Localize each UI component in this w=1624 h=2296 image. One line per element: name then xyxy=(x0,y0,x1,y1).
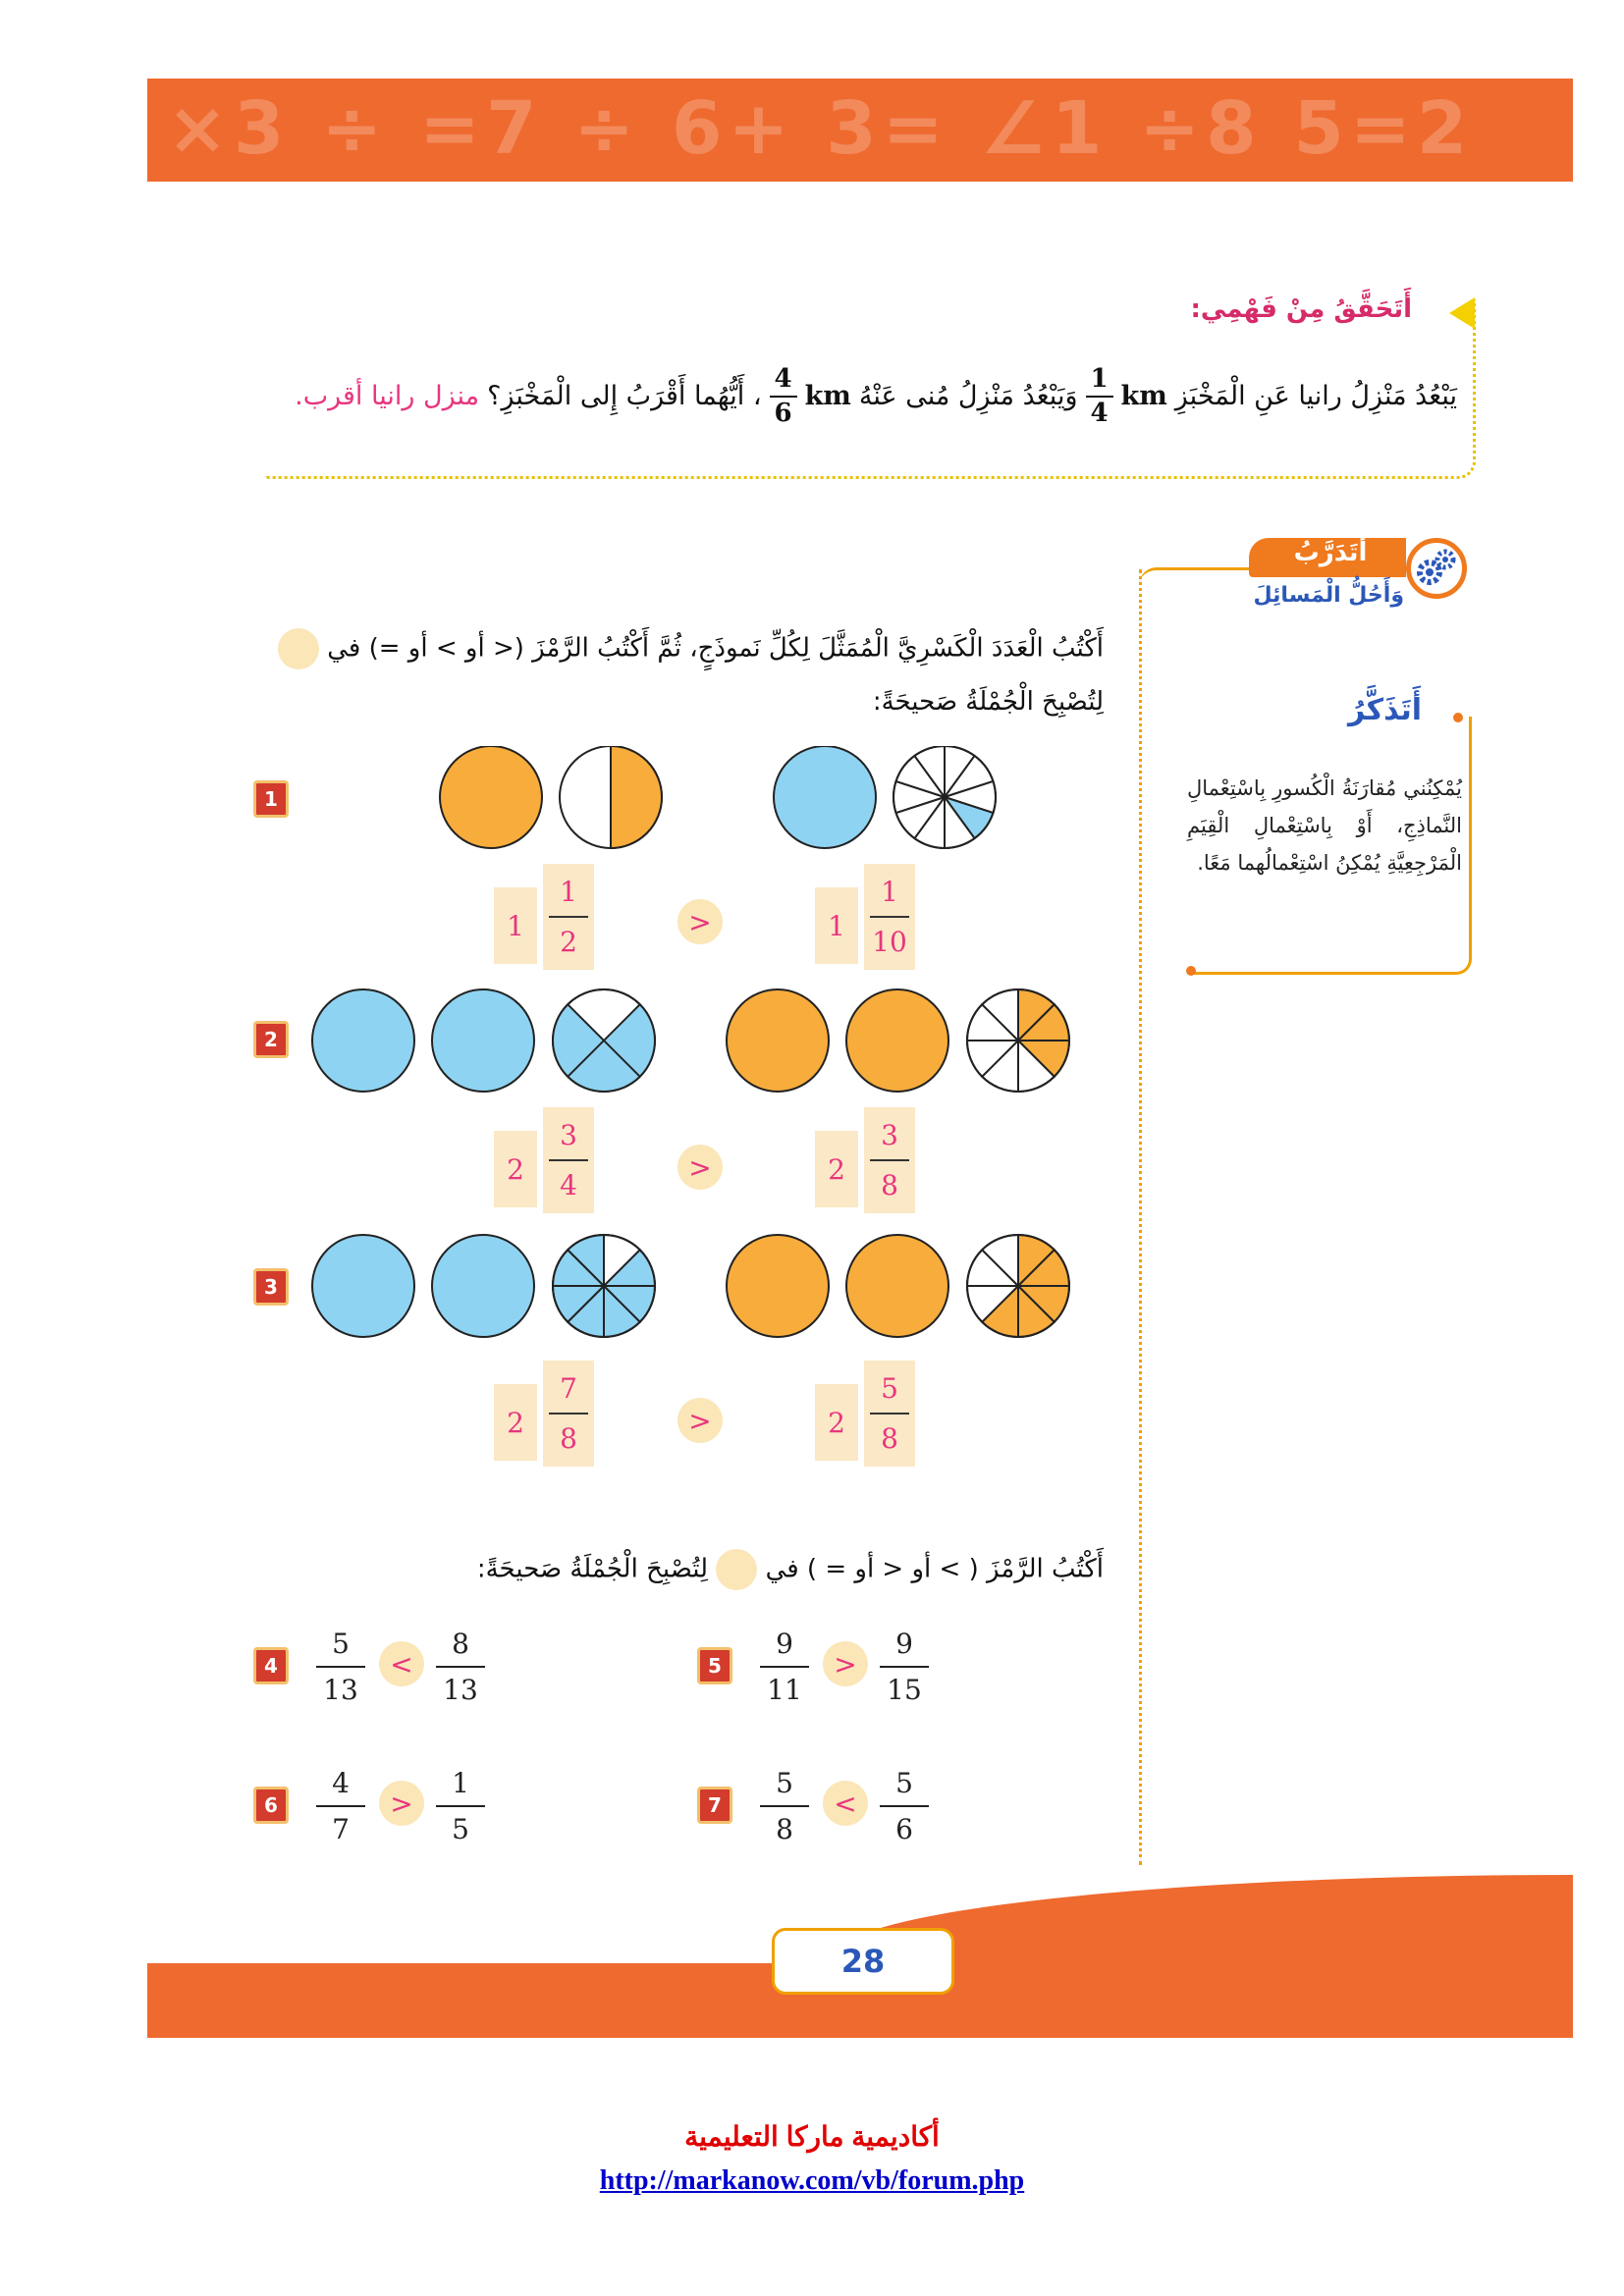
item1-models xyxy=(432,746,1001,864)
arrow-icon xyxy=(1449,297,1475,329)
gears-icon xyxy=(1406,538,1467,599)
academy-link[interactable]: http://markanow.com/vb/forum.php xyxy=(599,2165,1025,2196)
fraction-right xyxy=(436,1767,485,1845)
question-fraction-2 xyxy=(770,365,797,427)
remember-title: أَتَذَكَّرُ xyxy=(1348,693,1422,727)
fraction-left xyxy=(760,1767,809,1845)
fraction-denominator: 13 xyxy=(443,1674,478,1706)
fraction-numerator: 5 xyxy=(776,1767,793,1799)
practice-title: أَتَدَرَّبُ xyxy=(1293,538,1368,567)
question-fraction-1 xyxy=(1086,365,1113,427)
fraction-box[interactable] xyxy=(864,1107,915,1213)
fraction-box[interactable] xyxy=(864,864,915,970)
fraction-denominator: 11 xyxy=(767,1674,802,1706)
remember-text: يُمْكِنُني مُقارَنَةُ الْكُسورِ بِاسْتِعْمالِ النَّماذِجِ، أَوْ بِاسْتِعْمالِ الْقِيَمِ الْمَرْجِعِيَّةِ يُمْكِنُ اسْتِعْمالُهما مَعًا. xyxy=(1187,776,1462,875)
item-number-badge: 3 xyxy=(253,1268,289,1306)
fraction-denominator: 4 xyxy=(560,1169,577,1201)
comparison-circle[interactable]: > xyxy=(677,899,723,944)
check-question xyxy=(295,365,1457,427)
fraction-right xyxy=(436,1628,485,1706)
fraction-denominator: 8 xyxy=(776,1813,793,1845)
fraction-denominator: 13 xyxy=(323,1674,358,1706)
fraction-numerator: 3 xyxy=(881,1119,898,1151)
question-text-b: وَيَبْعُدُ مَنْزِلُ مُنى عَنْهُ xyxy=(858,381,1078,412)
comparison-circle[interactable]: > xyxy=(823,1641,868,1686)
fraction-numerator: 5 xyxy=(332,1628,350,1660)
practice-divider xyxy=(1139,569,1144,1865)
fraction-box[interactable] xyxy=(543,1107,594,1213)
item3-models xyxy=(304,1232,1090,1350)
instruction-text: أَكْتُبُ الرَّمْزَ ( > أو < أو = ) في xyxy=(765,1554,1104,1584)
comparison-circle[interactable]: < xyxy=(379,1641,424,1686)
fraction-numerator: 5 xyxy=(881,1372,898,1405)
fraction-numerator: 9 xyxy=(776,1628,793,1660)
fraction-numerator: 3 xyxy=(560,1119,577,1151)
practice-subtitle: وَأَحُلُّ الْمَسائِلَ xyxy=(1253,583,1404,608)
fraction-numerator: 1 xyxy=(1090,364,1109,394)
unit-km: km xyxy=(804,381,851,412)
fraction-numerator: 5 xyxy=(895,1767,913,1799)
question-text-a: يَبْعُدُ مَنْزِلُ رانيا عَنِ الْمَخْبَزِ xyxy=(1174,381,1457,412)
section2-instruction xyxy=(477,1549,1104,1590)
fraction-left xyxy=(760,1628,809,1706)
fraction-numerator: 1 xyxy=(560,876,577,908)
instruction-text: أَكْتُبُ الْعَدَدَ الْكَسْرِيَّ الْمُمَثَّلَ لِكُلِّ نَموذَجٍ، ثُمَّ أَكْتُبُ الرَّمْزَ (< أو > أو =) في xyxy=(327,633,1104,664)
blank-circle xyxy=(716,1549,757,1590)
model-tenths-circle xyxy=(893,746,996,848)
header-band xyxy=(147,79,1573,182)
fraction-left xyxy=(316,1628,365,1706)
section1-instruction xyxy=(278,628,1104,669)
whole-box[interactable]: 2 xyxy=(494,1384,537,1461)
fraction-denominator: 2 xyxy=(560,926,577,958)
fraction-denominator: 8 xyxy=(881,1169,898,1201)
whole-box[interactable]: 1 xyxy=(815,887,858,964)
item-number-badge: 5 xyxy=(697,1647,732,1684)
instruction-text: لِتُصْبِحَ الْجُمْلَةُ صَحيحَةً: xyxy=(476,1554,709,1584)
fraction-numerator: 4 xyxy=(332,1767,350,1799)
fraction-numerator: 9 xyxy=(895,1628,913,1660)
fraction-left xyxy=(316,1767,365,1845)
bullet-icon xyxy=(1453,713,1463,722)
fraction-numerator: 1 xyxy=(452,1767,469,1799)
check-understanding-title: أَتَحَقَّقُ مِنْ فَهْمِي: xyxy=(1190,294,1412,324)
fraction-denominator: 7 xyxy=(332,1813,350,1845)
fraction-denominator: 4 xyxy=(1090,398,1109,428)
comparison-circle[interactable]: > xyxy=(379,1781,424,1826)
fraction-denominator: 8 xyxy=(881,1422,898,1455)
fraction-denominator: 5 xyxy=(452,1813,469,1845)
model-whole-circle xyxy=(774,746,876,848)
fraction-right xyxy=(880,1628,929,1706)
section1-instruction-line2: لِتُصْبِحَ الْجُمْلَةُ صَحيحَةً: xyxy=(872,687,1104,717)
whole-box[interactable]: 2 xyxy=(815,1384,858,1461)
whole-box[interactable]: 2 xyxy=(494,1131,537,1207)
question-answer: منزل رانيا أقرب. xyxy=(295,381,480,412)
fraction-denominator: 10 xyxy=(872,926,907,958)
comparison-circle[interactable]: > xyxy=(677,1145,723,1190)
comparison-circle[interactable]: > xyxy=(677,1398,723,1443)
whole-box[interactable]: 1 xyxy=(494,887,537,964)
academy-name: أكاديمية ماركا التعليمية xyxy=(684,2121,940,2152)
item-number-badge: 4 xyxy=(253,1647,289,1684)
item-number-badge: 6 xyxy=(253,1787,289,1824)
fraction-box[interactable] xyxy=(543,1361,594,1467)
item-number-badge: 1 xyxy=(253,780,289,818)
item-number-badge: 7 xyxy=(697,1787,732,1824)
math-symbols-decoration: ×3 ÷ =7 ÷ 6+ 3= ∠1 ÷8 5=2 xyxy=(167,86,1474,171)
fraction-right xyxy=(880,1767,929,1845)
fraction-numerator: 7 xyxy=(560,1372,577,1405)
comparison-circle[interactable]: < xyxy=(823,1781,868,1826)
fraction-box[interactable] xyxy=(864,1361,915,1467)
whole-box[interactable]: 2 xyxy=(815,1131,858,1207)
item2-models xyxy=(304,987,1090,1104)
item-number-badge: 2 xyxy=(253,1021,289,1058)
bullet-icon xyxy=(1186,966,1196,976)
fraction-numerator: 4 xyxy=(774,364,792,394)
fraction-denominator: 15 xyxy=(887,1674,922,1706)
question-text-c: ، أَيُّهُما أَقْرَبُ إِلى الْمَخْبَزِ؟ xyxy=(487,381,762,412)
fraction-denominator: 6 xyxy=(895,1813,913,1845)
fraction-numerator: 8 xyxy=(452,1628,469,1660)
fraction-denominator: 6 xyxy=(774,398,792,428)
fraction-numerator: 1 xyxy=(881,876,898,908)
unit-km: km xyxy=(1120,381,1167,412)
blank-circle xyxy=(278,628,319,669)
fraction-denominator: 8 xyxy=(560,1422,577,1455)
fraction-box[interactable] xyxy=(543,864,594,970)
page-number: 28 xyxy=(772,1928,954,1995)
model-whole-circle xyxy=(440,746,542,848)
